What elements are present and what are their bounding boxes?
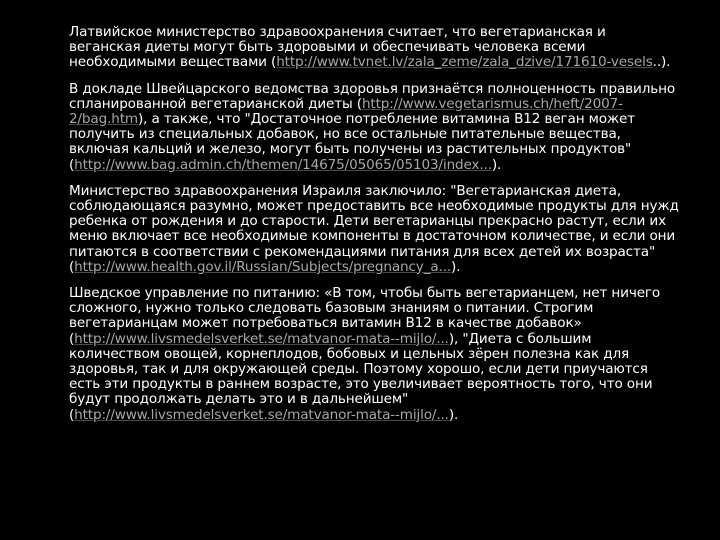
paragraph-text: Министерство здравоохранения Израиля заключило: "Вегетарианская диета, соблюдающаяся разумно, может предоставить все необходимые продукты для нужд ребенка от рождения и до старости. Дети вегетарианцы прекрасно растут, если их меню включает все необходимые компоненты в достаточном количестве, и если они питаются в соответствии с рекомендациями питания для всех детей их возраста" ( [69, 182, 679, 275]
paragraph-tail: ..). [652, 54, 671, 71]
paragraph-text: Шведское управление по питанию: «В том, чтобы быть вегетарианцем, нет ничего сложного, нужно только следовать базовым знаниям о питании. Строгим вегетарианцам может потребоваться витамин B12 в качестве добавок» ( [69, 285, 661, 347]
paragraph-switzerland [69, 82, 681, 173]
source-link-latvia[interactable]: http://www.tvnet.lv/zala_zeme/zala_dzive/171610-vesels [276, 54, 653, 71]
paragraph-middle: ), а также, что "Достаточное потребление витамина B12 веган может получить из специальных добавок, но все остальные питательные вещества, включая кальций и железо, могут быть получены из растительных продуктов" ( [69, 111, 635, 173]
paragraph-text: Латвийское министерство здравоохранения считает, что вегетарианская и веганская диеты могут быть здоровыми и обеспечивать человека всеми необходимыми веществами ( [69, 24, 606, 71]
paragraph-middle: ), "Диета с большим количеством овощей, корнеплодов, бобовых и цельных зёрен полезна как для здоровья, так и для окружающей среды. Поэтому хорошо, если дети приучаются есть эти продукты в раннем возрасте, это увеличивает вероятность того, что они будут продолжать делать это и в дальнейшем" ( [69, 330, 653, 423]
paragraph-tail: ). [451, 258, 461, 275]
paragraph-tail: ). [491, 156, 502, 173]
paragraph-sweden [69, 286, 681, 423]
source-link-health-gov-il[interactable]: http://www.health.gov.il/Russian/Subjects/pregnancy_a... [74, 258, 452, 275]
paragraph-latvia [69, 25, 681, 71]
text-block [69, 25, 681, 434]
source-link-bag-admin[interactable]: http://www.bag.admin.ch/themen/14675/05065/05103/index... [74, 156, 492, 173]
paragraph-text: В докладе Швейцарского ведомства здоровья признаётся полноценность правильно спланированной вегетарианской диеты ( [69, 80, 676, 112]
source-link-livsmedelsverket-2[interactable]: http://www.livsmedelsverket.se/matvanor-mata--mijlo/... [74, 406, 449, 423]
source-link-vegetarismus[interactable]: http://www.vegetarismus.ch/heft/2007-2/bag.htm [69, 95, 623, 128]
source-link-livsmedelsverket-1[interactable]: http://www.livsmedelsverket.se/matvanor-mata--mijlo/... [74, 330, 449, 347]
paragraph-israel [69, 184, 681, 275]
paragraph-tail: ). [448, 406, 459, 423]
